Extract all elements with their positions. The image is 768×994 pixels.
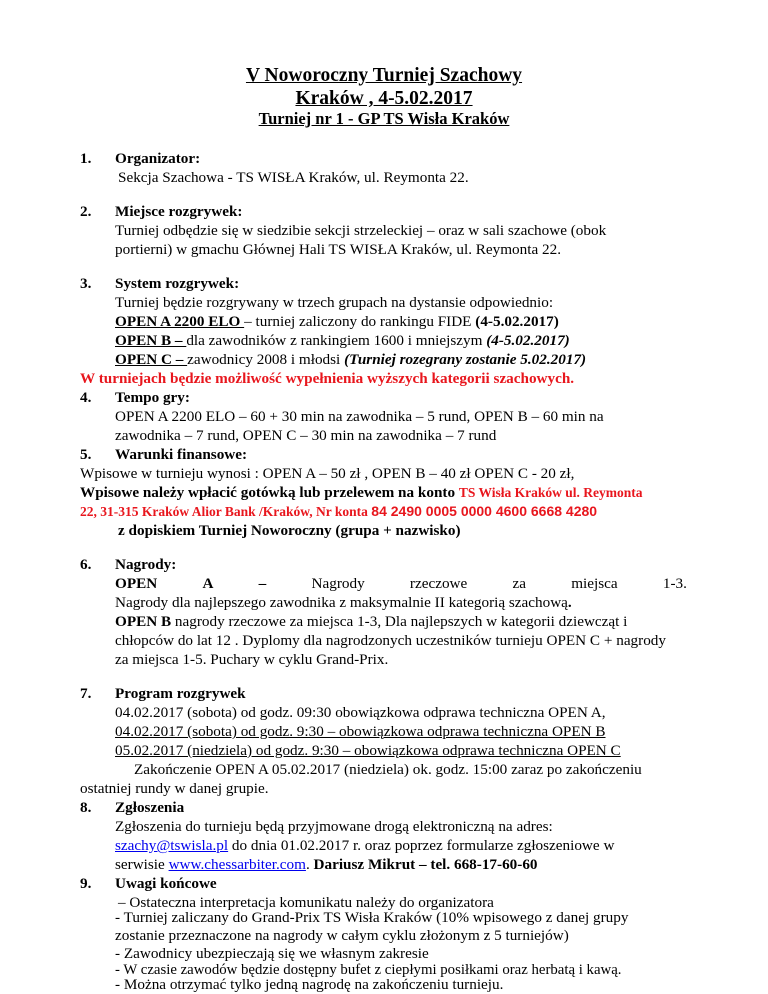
title-line-1: V Noworoczny Turniej Szachowy (245, 65, 523, 86)
word-nagrody: Nagrody (311, 575, 365, 592)
section-4-number: 4. (80, 389, 92, 406)
word-open: OPEN (115, 575, 158, 592)
prizes-line-4: chłopców do lat 12 . Dyplomy dla nagrodzonych uczestników turnieju OPEN C + nagrody (115, 632, 666, 649)
section-2-heading: Miejsce rozgrywek: (115, 203, 243, 220)
open-b-prize-label: OPEN B (115, 613, 172, 630)
word-rzeczowe: rzeczowe (409, 575, 468, 592)
section-2-line-1: Turniej odbędzie się w siedzibie sekcji strzeleckiej – oraz w sali szachowe (obok (115, 222, 607, 239)
section-1-heading: Organizator: (115, 150, 201, 167)
open-b-line (115, 331, 570, 350)
remarks-line-1: – Ostateczna interpretacja komunikatu należy do organizatora (118, 894, 494, 911)
bank-address: 22, 31-315 Kraków Alior Bank /Kraków, Nr konta (80, 504, 372, 519)
section-4-heading: Tempo gry: (115, 389, 190, 406)
transfer-note: z dopiskiem Turniej Noworoczny (grupa + nazwisko) (118, 522, 461, 539)
word-dash: – (258, 575, 267, 592)
section-3-heading: System rozgrywek: (115, 275, 240, 292)
open-a-label: OPEN A 2200 ELO (115, 313, 245, 330)
registration-line-2 (115, 836, 614, 855)
bank-line (80, 502, 597, 521)
word-a: A (202, 575, 214, 592)
word-za: za (512, 575, 526, 592)
section-8-heading: Zgłoszenia (115, 799, 185, 816)
remarks-line-2: - Turniej zaliczany do Grand-Prix TS Wisła Kraków (10% wpisowego z danej grupy (115, 909, 629, 926)
website-link[interactable]: www.chessarbiter.com (168, 856, 306, 873)
registration-deadline: do dnia 01.02.2017 r. oraz poprzez formularze zgłoszeniowe w (228, 837, 615, 854)
section-5-number: 5. (80, 446, 92, 463)
section-1-text: Sekcja Szachowa - TS WISŁA Kraków, ul. Reymonta 22. (118, 169, 469, 186)
section-7-number: 7. (80, 685, 92, 702)
title-line-3: Turniej nr 1 - GP TS Wisła Kraków (258, 109, 510, 128)
payment-instruction: Wpisowe należy wpłacić gotówką lub przelewem na konto (80, 484, 459, 501)
remarks-line-6: - Można otrzymać tylko jedną nagrodę na zakończeniu turnieju. (115, 976, 504, 993)
open-c-label: OPEN C – (115, 351, 188, 368)
schedule-line-1: 04.02.2017 (sobota) od godz. 09:30 obowiązkowa odprawa techniczna OPEN A, (115, 704, 606, 721)
schedule-line-2: 04.02.2017 (sobota) od godz. 9:30 – obowiązkowa odprawa techniczna OPEN B (115, 723, 606, 740)
remarks-line-3: zostanie przeznaczone na nagrody w całym cyklu złożonym z 5 turniejów) (115, 927, 569, 944)
section-5-heading: Warunki finansowe: (115, 446, 248, 463)
word-places: 1-3. (662, 575, 687, 592)
service-prefix: serwisie (115, 856, 169, 873)
open-b-prize-text: nagrody rzeczowe za miejsca 1-3, Dla najlepszych w kategorii dziewcząt i (171, 613, 628, 630)
section-4-line-1: OPEN A 2200 ELO – 60 + 30 min na zawodnika – 5 rund, OPEN B – 60 min na (115, 408, 604, 425)
prizes-open-a-line (115, 574, 687, 593)
payee-name: TS Wisła Kraków ul. Reymonta (458, 485, 643, 500)
best-player-prize: Nagrody dla najlepszego zawodnika z maksymalnie II kategorią szachową (115, 594, 568, 611)
registration-line-3 (115, 855, 538, 874)
title-line-2: Kraków , 4-5.02.2017 (295, 88, 473, 109)
section-6-heading: Nagrody: (115, 556, 177, 573)
registration-line-1: Zgłoszenia do turnieju będą przyjmowane drogą elektroniczną na adres: (115, 818, 553, 835)
categories-notice: W turniejach będzie możliwość wypełnienia wyższych kategorii szachowych. (80, 370, 575, 387)
open-a-date: (4-5.02.2017) (475, 313, 559, 330)
prizes-line-3 (115, 612, 627, 631)
section-2-line-2: portierni) w gmachu Głównej Hali TS WISŁA Kraków, ul. Reymonta 22. (115, 241, 561, 258)
open-b-text: dla zawodników z rankingiem 1600 i mniejszym (186, 332, 487, 349)
section-8-number: 8. (80, 799, 92, 816)
section-9-number: 9. (80, 875, 92, 892)
section-3-number: 3. (80, 275, 92, 292)
period: . (567, 594, 572, 611)
section-6-number: 6. (80, 556, 92, 573)
section-2-number: 2. (80, 203, 92, 220)
email-link[interactable]: szachy@tswisla.pl (115, 837, 229, 854)
schedule-line-3: 05.02.2017 (niedziela) od godz. 9:30 – obowiązkowa odprawa techniczna OPEN C (115, 742, 621, 759)
section-1-number: 1. (80, 150, 92, 167)
open-b-date: (4-5.02.2017) (486, 332, 570, 349)
open-c-text: zawodnicy 2008 i młodsi (187, 351, 345, 368)
section-9-heading: Uwagi końcowe (115, 875, 217, 892)
open-a-text: – turniej zaliczony do rankingu FIDE (244, 313, 476, 330)
remarks-line-5: - W czasie zawodów będzie dostępny bufet z ciepłymi posiłkami oraz herbatą i kawą. (115, 962, 622, 978)
fees-line: Wpisowe w turnieju wynosi : OPEN A – 50 zł , OPEN B – 40 zł OPEN C - 20 zł, (80, 465, 575, 482)
open-c-note: (Turniej rozegrany zostanie 5.02.2017) (344, 351, 587, 368)
account-number: 84 2490 0005 0000 4600 6668 4280 (371, 503, 598, 519)
word-miejsca: miejsca (571, 575, 618, 592)
separator: . (305, 856, 314, 873)
schedule-line-4: Zakończenie OPEN A 05.02.2017 (niedziela) ok. godz. 15:00 zaraz po zakończeniu (134, 761, 642, 778)
open-a-line (115, 312, 559, 331)
open-b-label: OPEN B – (115, 332, 187, 349)
contact-info: Dariusz Mikrut – tel. 668-17-60-60 (313, 856, 538, 873)
prizes-line-5: za miejsca 1-5. Puchary w cyklu Grand-Prix. (115, 651, 389, 668)
section-4-line-2: zawodnika – 7 rund, OPEN C – 30 min na zawodnika – 7 rund (115, 427, 497, 444)
prizes-line-2 (115, 593, 572, 612)
section-7-heading: Program rozgrywek (115, 685, 246, 702)
open-c-line (115, 350, 586, 369)
payment-line (80, 483, 643, 502)
schedule-line-5: ostatniej rundy w danej grupie. (80, 780, 269, 797)
section-3-intro: Turniej będzie rozgrywany w trzech grupach na dystansie odpowiednio: (115, 294, 554, 311)
remarks-line-4: - Zawodnicy ubezpieczają się we własnym zakresie (115, 945, 429, 962)
